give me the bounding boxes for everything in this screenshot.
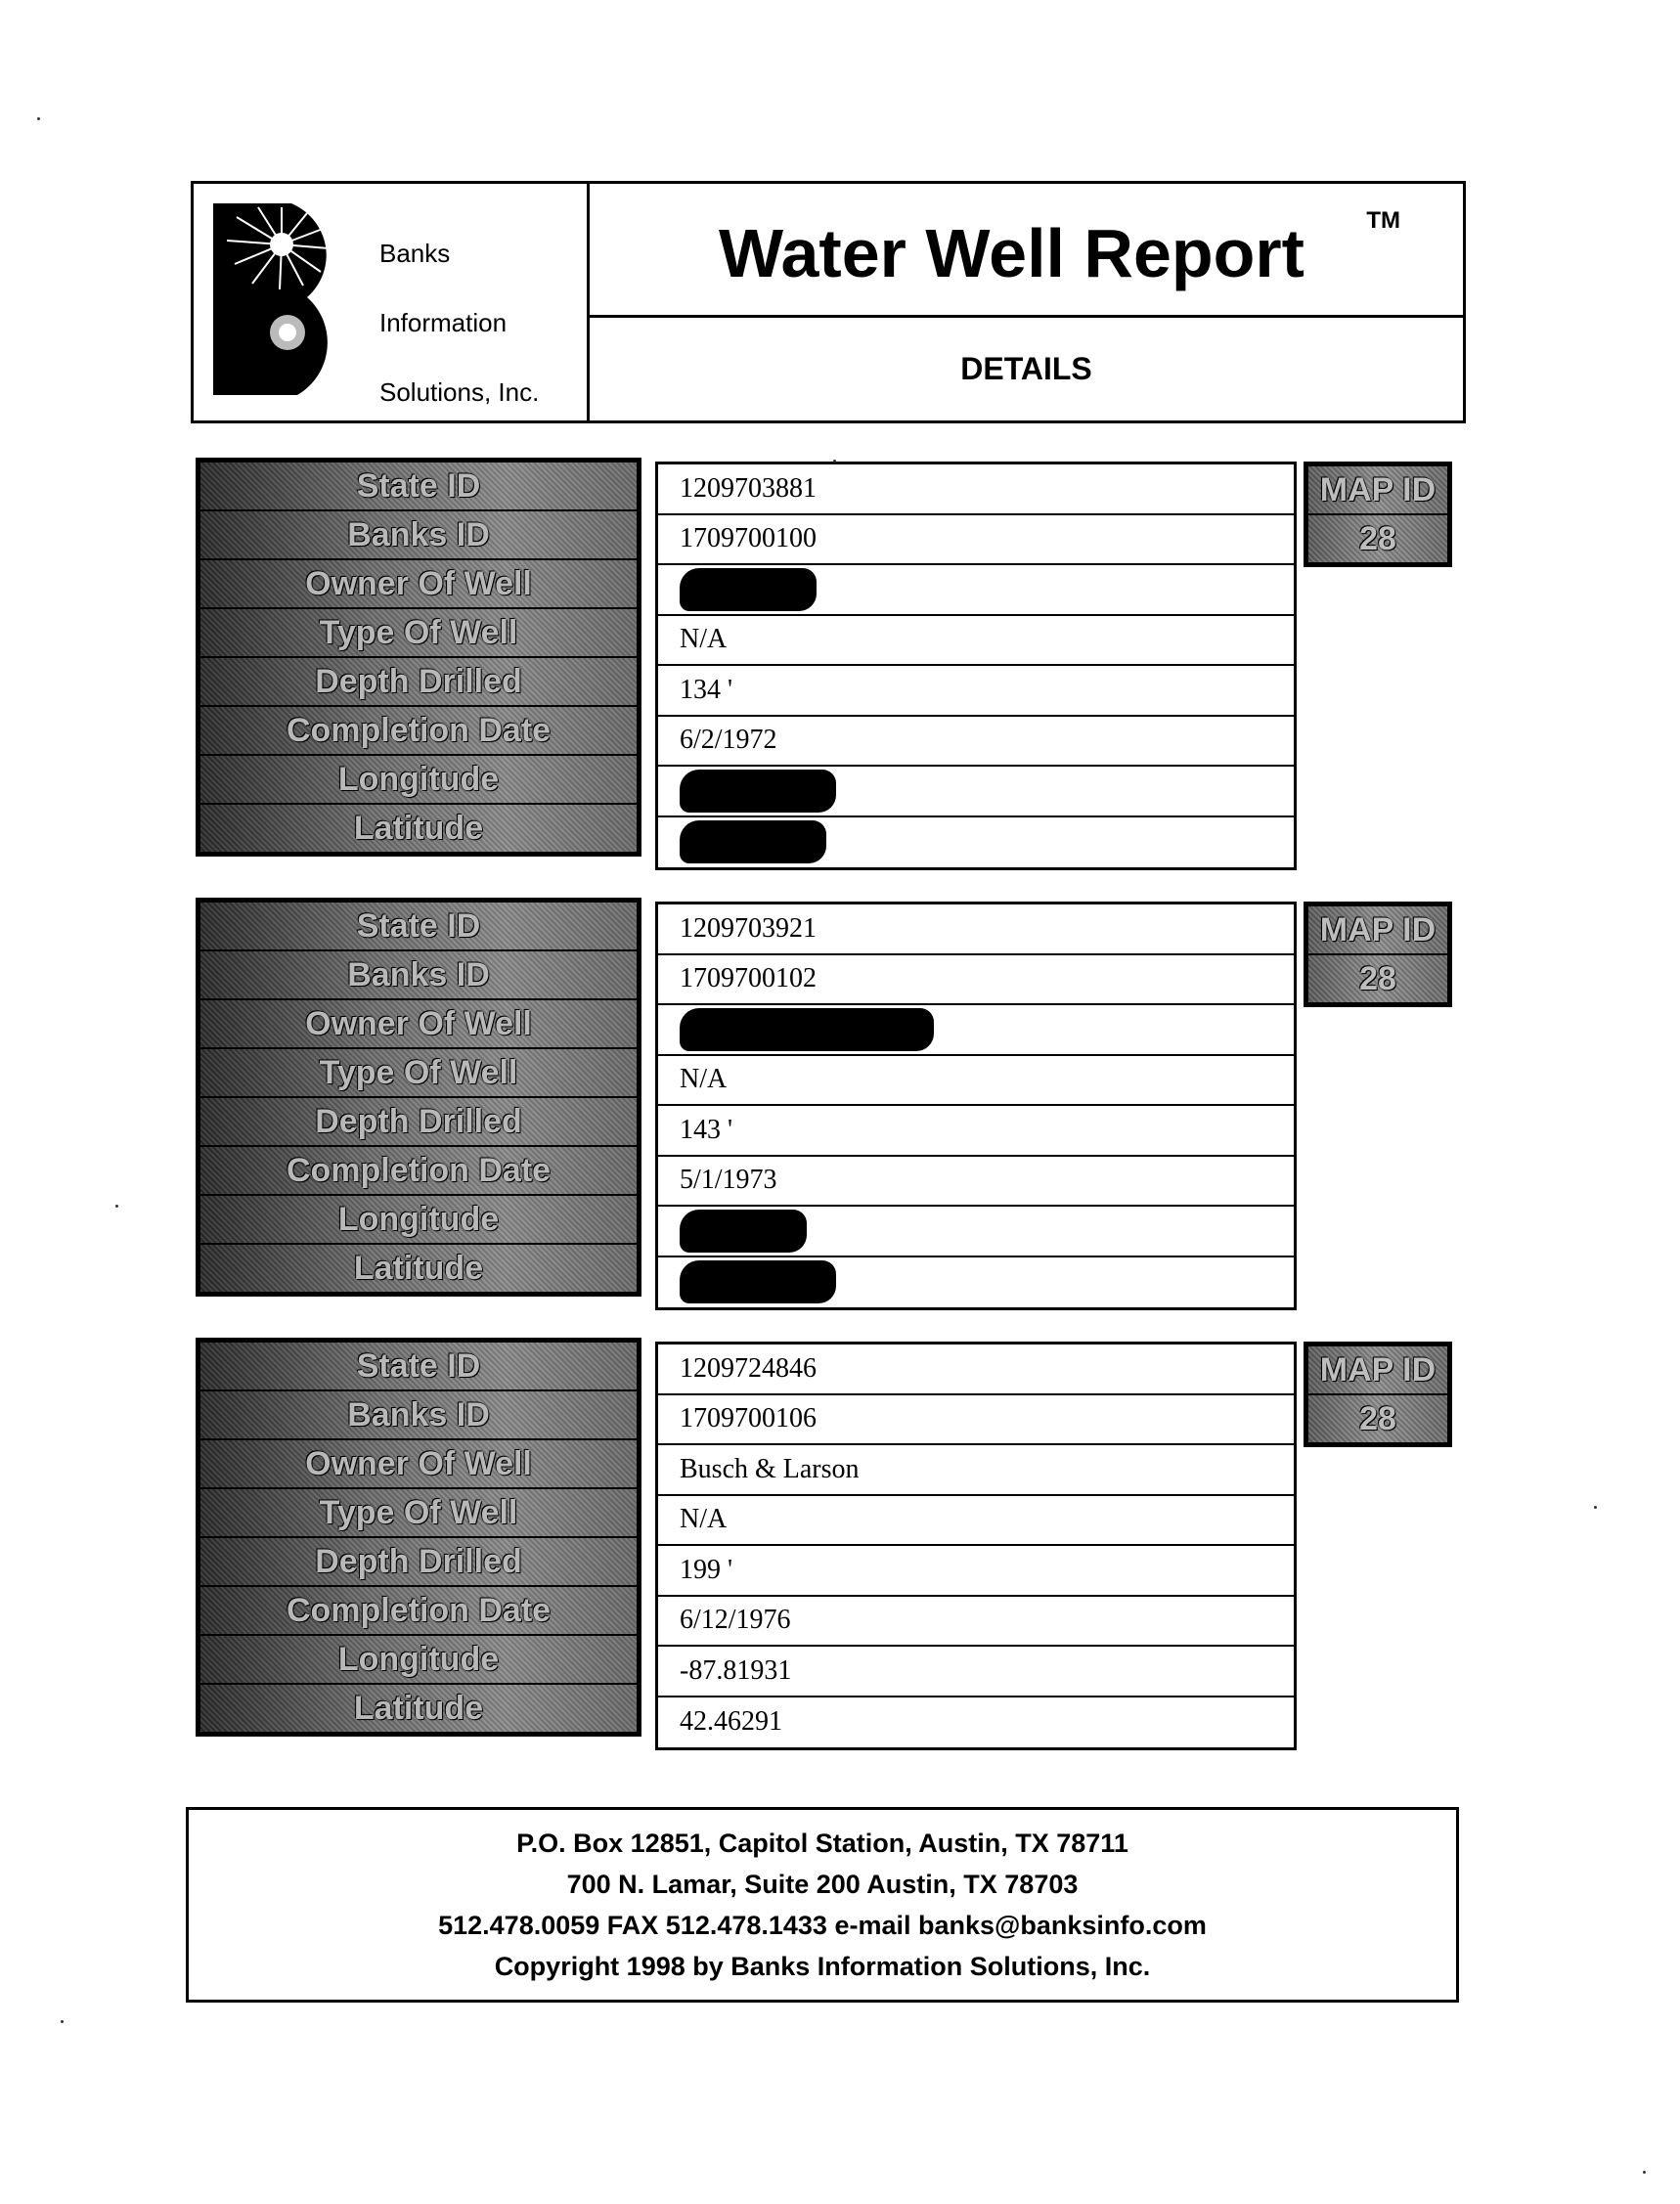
map-id-label: MAP ID	[1308, 466, 1447, 513]
well-record	[196, 1338, 1457, 1753]
label-latitude: Latitude	[200, 1245, 637, 1292]
label-banks-id: Banks ID	[200, 1391, 637, 1438]
value-depth: 134 '	[658, 666, 1294, 717]
footer-street-address: 700 N. Lamar, Suite 200 Austin, TX 78703	[566, 1870, 1079, 1899]
field-labels	[196, 898, 641, 1297]
field-labels	[196, 458, 641, 857]
map-id-value: 28	[1308, 955, 1447, 1002]
redaction-mark	[680, 820, 826, 863]
scan-speck	[115, 1205, 118, 1208]
map-id-box	[1304, 1342, 1452, 1447]
report-header	[191, 181, 1466, 423]
company-logo-block	[194, 184, 590, 420]
scan-speck	[37, 117, 40, 120]
page-title: Water Well Report	[719, 215, 1304, 291]
label-state-id: State ID	[200, 903, 637, 949]
value-state-id: 1209703921	[658, 904, 1294, 955]
value-depth: 143 '	[658, 1106, 1294, 1157]
value-owner	[658, 1005, 1294, 1056]
map-id-box	[1304, 462, 1452, 567]
trademark-mark: TM	[1366, 207, 1400, 234]
label-completion: Completion Date	[200, 1147, 637, 1194]
scan-speck	[833, 460, 836, 463]
value-type: N/A	[658, 1496, 1294, 1547]
field-values	[655, 1342, 1297, 1750]
label-type: Type Of Well	[200, 609, 637, 656]
value-type: N/A	[658, 1056, 1294, 1107]
map-id-label: MAP ID	[1308, 906, 1447, 953]
value-type: N/A	[658, 616, 1294, 667]
redaction-mark	[680, 1210, 807, 1253]
label-banks-id: Banks ID	[200, 951, 637, 998]
redaction-mark	[680, 1008, 934, 1051]
field-values	[655, 462, 1297, 870]
value-owner	[658, 565, 1294, 616]
label-depth: Depth Drilled	[200, 1538, 637, 1585]
value-completion: 6/12/1976	[658, 1597, 1294, 1648]
map-id-value: 28	[1308, 1395, 1447, 1442]
value-depth: 199 '	[658, 1546, 1294, 1597]
label-latitude: Latitude	[200, 805, 637, 852]
label-completion: Completion Date	[200, 707, 637, 754]
company-name-line: Information	[379, 308, 508, 337]
value-state-id: 1209703881	[658, 464, 1294, 515]
label-type: Type Of Well	[200, 1489, 637, 1536]
scan-speck	[61, 2020, 64, 2023]
label-depth: Depth Drilled	[200, 658, 637, 705]
value-state-id: 1209724846	[658, 1344, 1294, 1395]
redaction-mark	[680, 770, 836, 813]
value-longitude	[658, 1207, 1294, 1257]
label-owner: Owner Of Well	[200, 1440, 637, 1487]
value-owner: Busch & Larson	[658, 1445, 1294, 1496]
label-longitude: Longitude	[200, 1196, 637, 1243]
label-latitude: Latitude	[200, 1685, 637, 1732]
company-name	[379, 219, 539, 427]
company-name-line: Solutions, Inc.	[379, 377, 540, 407]
value-latitude: 42.46291	[680, 1706, 782, 1738]
footer-po-box: P.O. Box 12851, Capitol Station, Austin, TX 78711	[516, 1829, 1128, 1858]
title-row	[590, 184, 1463, 318]
value-banks-id: 1709700100	[658, 515, 1294, 566]
label-owner: Owner Of Well	[200, 560, 637, 607]
company-name-line: Banks	[379, 239, 451, 268]
field-labels	[196, 1338, 641, 1737]
title-block	[590, 184, 1463, 420]
value-longitude	[658, 767, 1294, 817]
label-longitude: Longitude	[200, 1636, 637, 1683]
footer-copyright: Copyright 1998 by Banks Information Solutions, Inc.	[494, 1952, 1151, 1981]
redaction-mark	[680, 1260, 836, 1303]
scan-speck	[1643, 2171, 1646, 2174]
value-completion: 6/2/1972	[658, 717, 1294, 768]
scan-speck	[1594, 1506, 1597, 1509]
footer-phone-email: 512.478.0059 FAX 512.478.1433 e-mail banks@banksinfo.com	[438, 1911, 1207, 1940]
label-depth: Depth Drilled	[200, 1098, 637, 1145]
label-owner: Owner Of Well	[200, 1000, 637, 1047]
label-completion: Completion Date	[200, 1587, 637, 1634]
well-record	[196, 898, 1457, 1313]
map-id-value: 28	[1308, 515, 1447, 562]
label-state-id: State ID	[200, 1343, 637, 1389]
map-id-label: MAP ID	[1308, 1346, 1447, 1393]
banks-logo-icon	[213, 203, 360, 395]
label-state-id: State ID	[200, 463, 637, 509]
contact-footer	[186, 1807, 1459, 2003]
value-banks-id: 1709700102	[658, 955, 1294, 1006]
value-completion: 5/1/1973	[658, 1157, 1294, 1208]
value-latitude	[658, 817, 1294, 868]
label-type: Type Of Well	[200, 1049, 637, 1096]
well-record	[196, 458, 1457, 873]
field-values	[655, 902, 1297, 1310]
redaction-mark	[680, 568, 817, 611]
label-banks-id: Banks ID	[200, 511, 637, 558]
label-longitude: Longitude	[200, 756, 637, 803]
value-latitude	[658, 1257, 1294, 1308]
map-id-box	[1304, 902, 1452, 1007]
value-banks-id: 1709700106	[658, 1395, 1294, 1446]
page-subtitle: DETAILS	[960, 351, 1092, 386]
value-longitude: -87.81931	[658, 1647, 1294, 1697]
